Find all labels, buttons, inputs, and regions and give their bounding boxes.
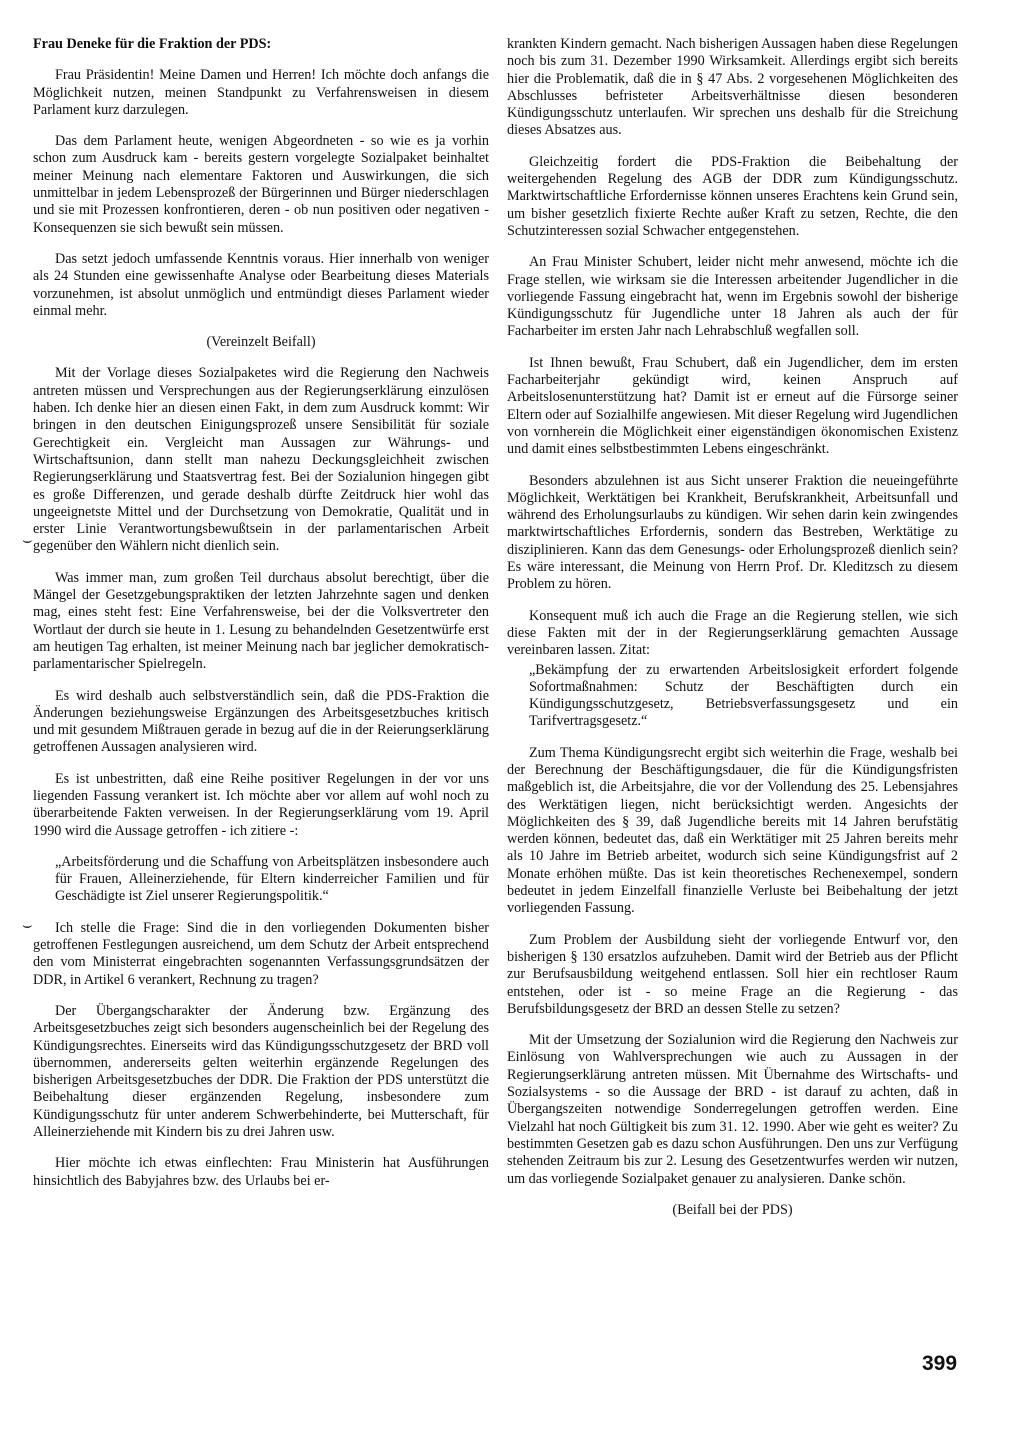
left-column [33,36,489,1204]
paragraph: Es wird deshalb auch selbstverständlich sein, daß die PDS-Fraktion die Änderungen beziehungsweise Ergänzungen des Arbeitsgesetzbuches kritisch und mit gesundem Mißtrauen gerade in bezug auf die in der Reierungserklärung getroffenen Aussagen analysieren wird. [33,687,489,756]
paragraph: Zum Problem der Ausbildung sieht der vorliegende Entwurf vor, den bisherigen § 130 ersatzlos aufzuheben. Damit wird der Betrieb aus der Pflicht zur Berufsausbildung weitgehend entlassen. Soll hier ein rechtloser Raum entstehen, oder ist - so meine Frage an die Regierung - das Berufsbildungsgesetz der BRD an dessen Stelle zu setzen? [507,931,958,1017]
margin-mark: ⌣ [22,532,33,549]
paragraph: Frau Präsidentin! Meine Damen und Herren! Ich möchte doch anfangs die Möglichkeit nutzen, meinen Standpunkt zu Verfahrensweisen in diesem Parlament kurz darzulegen. [33,67,489,118]
paragraph: Konsequent muß ich auch die Frage an die Regierung stellen, wie sich diese Fakten mit der in der Regierungserklärung gemachten Aussage vereinbaren lassen. Zitat: [507,607,958,659]
paragraph: krankten Kindern gemacht. Nach bisherigen Aussagen haben diese Regelungen noch bis zum 31. Dezember 1990 Wirksamkeit. Allerdings ergibt sich bereits hier die Problematik, daß die in § 47 Abs. 2 vorgesehenen Möglichkeiten des Abschlusses befristeter Arbeitsverhältnisse diesen besonderen Kündigungsschutz unterlaufen. Wir sprechen uns deshalb für die Streichung dieses Absatzes aus. [507,36,958,139]
paragraph: Ich stelle die Frage: Sind die in den vorliegenden Dokumenten bisher getroffenen Festlegungen ausreichend, um dem Schutz der Arbeit entsprechend den vom Ministerrat eingebrachten sogenannten Verfassungsgrundsätzen der DDR, in Artikel 6 verankert, Rechnung zu tragen? [33,919,489,988]
paragraph: Mit der Umsetzung der Sozialunion wird die Regierung den Nachweis zur Einlösung von Wahlversprechungen wie auch zu Aussagen in der Regierungserklärung antreten müssen. Mit Übernahme des Wirtschafts- und Sozialsystems - so die Aussage der BRD - ist darauf zu achten, daß in Übergangszeiten notwendige Sonderregelungen getroffen werden. Eine Vielzahl hat noch Gültigkeit bis zum 31. 12. 1990. Aber wie geht es weiter? Zu bestimmten Gesetzen gab es dazu schon Ausführungen. Den uns zur Verfügung stehenden Zeitraum bis zur 2. Lesung des Gesetzentwurfes werden wir nutzen, um das vorliegende Sozialpaket genauer zu analysieren. Danke schön. [507,1032,958,1187]
paragraph: Mit der Vorlage dieses Sozialpaketes wird die Regierung den Nachweis antreten müssen und Versprechungen aus der Regierungserklärung einzulösen haben. Ich denke hier an diesen einen Fakt, in dem zum Ausdruck kommt: Wir bringen in den deutschen Einigungsprozeß unsere Sensibilität für soziale Gerechtigkeit ein. Vergleicht man Aussagen zur Währungs- und Wirtschaftsunion, dann stellt man nahezu Deckungsgleichheit zwischen Regierungserklärung und Staatsvertrag fest. Bei der Sozialunion hingegen gibt es große Differenzen, und gerade deshalb dürfte Zeitdruck hier wohl das ungeeignetste Mittel und der Durchsetzung von Demokratie, Qualität und in erster Linie Verantwortungsbewußtsein in der parlamentarischen Arbeit gegenüber den Wählern nicht dienlich sein. [33,365,489,555]
paragraph: Der Übergangscharakter der Änderung bzw. Ergänzung des Arbeitsgesetzbuches zeigt sich besonders augenscheinlich bei der Regelung des Kündigungsrechtes. Einerseits wird das Kündigungsschutzgesetz der BRD voll übernommen, andererseits gelten weiterhin ergänzende Regelungen des bisherigen Arbeitsgesetzbuches der DDR. Die Fraktion der PDS unterstützt die Beibehaltung dieser ergänzenden Regelung, insbesondere zum Kündigungsschutz für unter anderem Schwerbehinderte, bei Mutterschaft, für Alleinerziehende mit Kindern bis zu drei Jahren usw. [33,1002,489,1141]
paragraph: Zum Thema Kündigungsrecht ergibt sich weiterhin die Frage, weshalb bei der Berechnung der Beschäftigungsdauer, die für die Kündigungsfristen maßgeblich ist, die Arbeitsjahre, die vor der Vollendung des 25. Lebensjahres des Werktätigen liegen, nicht berücksichtigt werden. Angesichts der Möglichkeiten des § 39, daß Jugendliche bereits mit 14 Jahren berufstätig werden können, bedeutet das, daß ein Werktätiger mit 25 Jahren bereits mehr als 10 Jahre im Betrieb arbeitet, wodurch sich seine Kündigungsfrist auf 2 Monate erhöhen müßte. Das ist kein theoretisches Rechenexempel, sondern bedeutet in jedem Einzelfall finanzielle Verluste bei Beibehaltung der jetzt vorliegenden Fassung. [507,744,958,917]
paragraph: Gleichzeitig fordert die PDS-Fraktion die Beibehaltung der weitergehenden Regelung des AGB der DDR zum Kündigungsschutz. Marktwirtschaftliche Erfordernisse können unseres Erachtens kein Grund sein, um bisher gesetzlich fixierte Rechte außer Kraft zu setzen, Rechte, die den Schutzinteressen sozial Schwacher entgegenstehen. [507,153,958,239]
paragraph: Das setzt jedoch umfassende Kenntnis voraus. Hier innerhalb von weniger als 24 Stunden eine gewissenhafte Analyse oder Bearbeitung dieses Materials vorzunehmen, ist absolut unmöglich und entmündigt dieses Parlament wieder einmal mehr. [33,250,489,319]
margin-mark: ⌣ [22,917,33,934]
speaker-heading: Frau Deneke für die Fraktion der PDS: [33,36,272,52]
quotation: „Bekämpfung der zu erwartenden Arbeitslosigkeit erfordert folgende Sofortmaßnahmen: Schutz der Beschäftigten durch ein Kündigungsschutzgesetz, Betriebsverfassungsgesetz und ein Tarifvertragsgesetz.“ [529,661,958,730]
paragraph: Was immer man, zum großen Teil durchaus absolut berechtigt, über die Mängel der Gesetzgebungspraktiken der letzten Jahrzehnte sagen und denken mag, eines steht fest: Eine Verfahrensweise, bei der die Volksvertreter den Wortlaut der durch sie heute in 1. Lesung zu behandelnden Gesetzentwürfe erst am heutigen Tag erhalten, ist meiner Meinung nach bar jeglicher demokratisch-parlamentarischer Spielregeln. [33,569,489,673]
interjection: (Beifall bei der PDS) [672,1201,793,1218]
paragraph: Hier möchte ich etwas einflechten: Frau Ministerin hat Ausführungen hinsichtlich des Babyjahres bzw. des Urlaubs bei er- [33,1155,489,1189]
paragraph: Es ist unbestritten, daß eine Reihe positiver Regelungen in der vor uns liegenden Fassung verankert ist. Ich möchte aber vor allem auf wohl noch zu überarbeitende Fakten verweisen. In der Regierungserklärung vom 19. April 1990 wird die Aussage getroffen - ich zitiere -: [33,770,489,839]
interjection: (Vereinzelt Beifall) [206,334,316,351]
page-number: 399 [922,1352,958,1375]
paragraph: Ist Ihnen bewußt, Frau Schubert, daß ein Jugendlicher, dem im ersten Facharbeiterjahr gekündigt wird, keinen Anspruch auf Arbeitslosenunterstützung hat? Damit ist er erneut auf die Fürsorge seiner Eltern oder auf Sozialhilfe angewiesen. Mit dieser Regelung wird Jugendlichen von vornherein die Möglichkeit einer eigenständigen ökonomischen Existenz und damit eines selbstbestimmten Lebens eingeschränkt. [507,354,958,458]
right-column [507,36,958,1233]
paragraph: Besonders abzulehnen ist aus Sicht unserer Fraktion die neueingeführte Möglichkeit, Werktätigen bei Krankheit, Berufskrankheit, Arbeitsunfall und während des Erholungsurlaubs zu kündigen. Wir sehen darin kein zwingendes marktwirtschaftliches Erfordernis, sondern das Bestreben, Werktätige zu disziplinieren. Kann das dem Genesungs- oder Erholungsprozeß dienlich sein? Es wäre interessant, die Meinung von Herrn Prof. Dr. Kleditzsch zu diesem Problem zu hören. [507,472,958,593]
paragraph: An Frau Minister Schubert, leider nicht mehr anwesend, möchte ich die Frage stellen, wie wirksam sie die Interessen arbeitender Jugendlicher in die vorliegende Fassung eingebracht hat, wenn im Ergebnis sowohl der bisherige Kündigungsschutz für Jugendliche unter 18 Jahren als auch der für Facharbeiter im ersten Jahr nach Lehrabschluß wegfallen soll. [507,254,958,340]
paragraph: Das dem Parlament heute, wenigen Abgeordneten - so wie es ja vorhin schon zum Ausdruck kam - bereits gestern vorgelegte Sozialpaket beinhaltet meiner Meinung nach elementare Faktoren und Auswirkungen, die sich unmittelbar in jedem Lebensprozeß der Bürgerinnen und Bürger niederschlagen und sie mit Prozessen konfrontieren, deren - ob nun positiven oder negativen - Konsequenzen sie sich bewußt sein müssen. [33,133,489,236]
quotation: „Arbeitsförderung und die Schaffung von Arbeitsplätzen insbesondere auch für Frauen, Alleinerziehende, für Eltern kinderreicher Familien und für Geschädigte ist Ziel unserer Regierungspolitik.“ [55,853,489,905]
